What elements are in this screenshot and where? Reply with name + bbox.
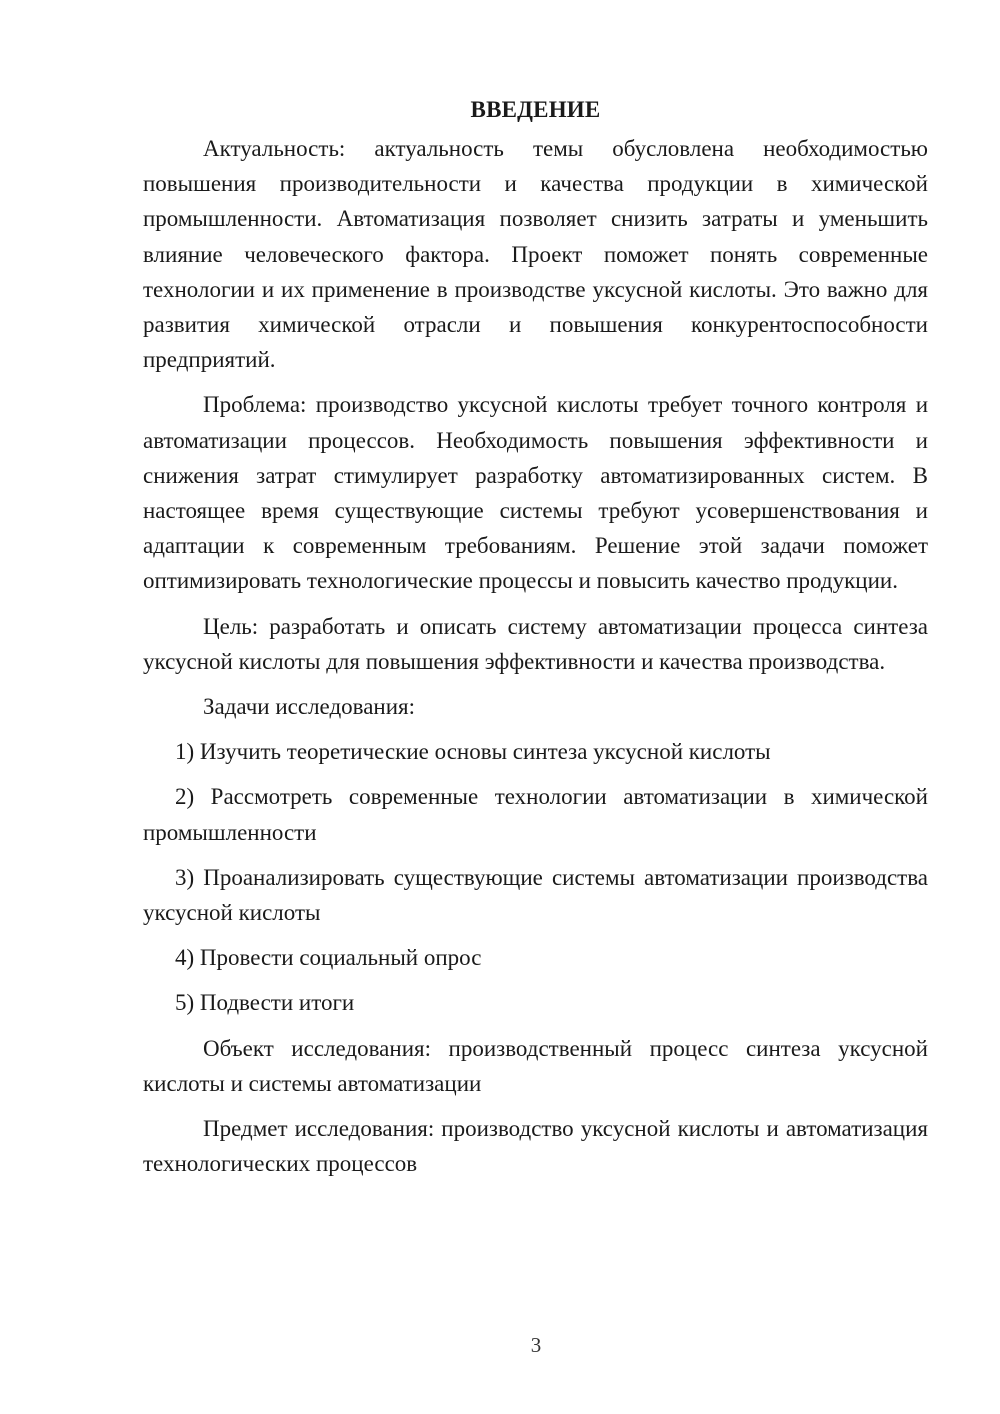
task-item-3: 3) Проанализировать существующие системы автоматизации производства уксусной кислоты (143, 864, 928, 926)
paragraph-goal: Цель: разработать и описать систему автоматизации процесса синтеза уксусной кислоты для повышения эффективности и качества производства. (143, 613, 928, 674)
paragraph-object: Объект исследования: производственный процесс синтеза уксусной кислоты и системы автоматизации (143, 1035, 928, 1096)
task-item-4: 4) Провести социальный опрос (175, 945, 482, 971)
paragraph-subject: Предмет исследования: производство уксусной кислоты и автоматизация технологических процессов (143, 1116, 928, 1177)
task-item-5: 5) Подвести итоги (175, 990, 355, 1016)
paragraph-problem: Проблема: производство уксусной кислоты требует точного контроля и автоматизации процессов. Необходимость повышения эффективности и снижения затрат стимулирует разработку автоматизированных систем. В настоящее время существующие системы требуют усовершенствования и адаптации к современным требованиям. Решение этой задачи поможет оптимизировать технологические процессы и повысить качество продукции. (143, 392, 928, 594)
task-item-1: 1) Изучить теоретические основы синтеза уксусной кислоты (175, 739, 771, 765)
page-number: 3 (530, 1333, 542, 1357)
paragraph-tasks-heading: Задачи исследования: (203, 694, 416, 720)
section-title: ВВЕДЕНИЕ (470, 97, 601, 122)
paragraph-relevance: Актуальность: актуальность темы обусловлена необходимостью повышения производительности и качества продукции в химической промышленности. Автоматизация позволяет снизить затраты и уменьшить влияние человеческого фактора. Проект поможет понять современные технологии и их применение в производстве уксусной кислоты. Это важно для развития химической отрасли и повышения конкурентоспособности предприятий. (143, 136, 928, 373)
document-page (143, 92, 928, 1191)
task-item-2: 2) Рассмотреть современные технологии автоматизации в химической промышленности (143, 784, 928, 845)
